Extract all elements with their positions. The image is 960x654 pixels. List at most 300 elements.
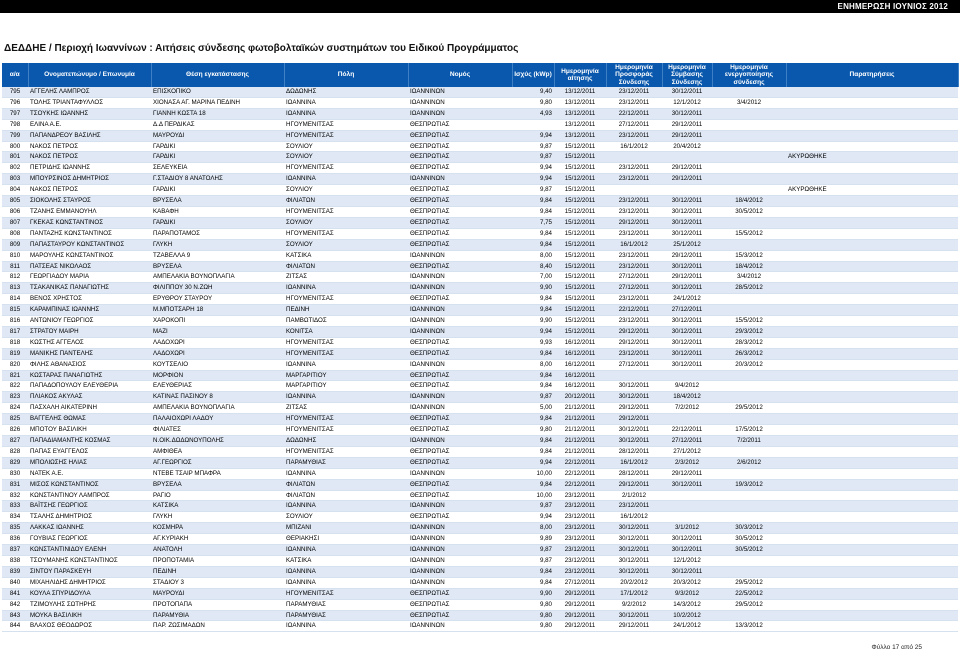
table-cell: 25/1/2012: [662, 239, 712, 250]
table-cell: 9,93: [512, 337, 554, 348]
table-cell: 7/2/2012: [662, 403, 712, 414]
table-cell: 9,94: [512, 457, 554, 468]
table-cell: ΕΛΕΥΘΕΡΙΑΣ: [151, 381, 284, 392]
table-cell: [712, 141, 786, 152]
table-cell: 824: [2, 403, 28, 414]
table-cell: Δ.Δ ΠΕΡΔΙΚΑΣ: [151, 119, 284, 130]
table-cell: ΘΕΣΠΡΩΤΙΑΣ: [408, 348, 512, 359]
table-cell: 805: [2, 196, 28, 207]
table-cell: 9,84: [512, 294, 554, 305]
table-cell: ΙΩΑΝΝΙΝΩΝ: [408, 545, 512, 556]
table-row: [2, 305, 958, 316]
table-cell: ΔΩΔΩΝΗΣ: [284, 87, 408, 97]
table-cell: 23/12/2011: [606, 206, 662, 217]
table-cell: 9,84: [512, 206, 554, 217]
table-cell: [786, 446, 958, 457]
table-cell: [712, 174, 786, 185]
table-cell: 13/12/2011: [554, 130, 606, 141]
table-row: [2, 261, 958, 272]
table-cell: ΘΕΣΠΡΩΤΙΑΣ: [408, 512, 512, 523]
table-cell: 30/12/2011: [662, 348, 712, 359]
table-cell: 23/12/2011: [606, 87, 662, 97]
table-cell: ΙΩΑΝΝΙΝΑ: [284, 359, 408, 370]
table-cell: 23/12/2011: [606, 348, 662, 359]
table-cell: 9,90: [512, 316, 554, 327]
table-cell: 16/12/2011: [554, 370, 606, 381]
table-cell: 9,94: [512, 174, 554, 185]
table-cell: 18/4/2012: [662, 392, 712, 403]
table-cell: ΠΛΙΑΚΟΣ ΑΚΥΛΑΣ: [28, 392, 151, 403]
table-cell: 22/12/2011: [606, 108, 662, 119]
table-cell: 30/12/2011: [662, 228, 712, 239]
table-cell: ΘΕΣΠΡΩΤΙΑΣ: [408, 206, 512, 217]
table-cell: ΜΙΣΟΣ ΚΩΝΣΤΑΝΤΙΝΟΣ: [28, 479, 151, 490]
table-cell: ΙΩΑΝΝΙΝΑ: [284, 566, 408, 577]
table-cell: Ν.ΟΙΚ.ΔΩΔΩΝΟΥΠΟΛΗΣ: [151, 436, 284, 447]
table-cell: [712, 294, 786, 305]
table-cell: 16/1/2012: [606, 141, 662, 152]
table-cell: ΝΑΤΕΚ Α.Ε.: [28, 468, 151, 479]
table-cell: 27/1/2012: [662, 446, 712, 457]
table-cell: ΖΙΤΣΑΣ: [284, 403, 408, 414]
table-cell: ΘΕΣΠΡΩΤΙΑΣ: [408, 141, 512, 152]
table-cell: 9/4/2012: [662, 381, 712, 392]
table-cell: 797: [2, 108, 28, 119]
table-cell: 842: [2, 599, 28, 610]
table-cell: ΘΕΣΠΡΩΤΙΑΣ: [408, 457, 512, 468]
table-cell: 23/12/2011: [606, 261, 662, 272]
table-cell: 29/12/2011: [554, 621, 606, 632]
column-header: Ονοματεπώνυμο / Επωνυμία: [28, 63, 151, 87]
table-cell: 21/12/2011: [554, 403, 606, 414]
table-row: [2, 414, 958, 425]
table-cell: ΗΓΟΥΜΕΝΙΤΣΑΣ: [284, 348, 408, 359]
table-cell: 15/12/2011: [554, 326, 606, 337]
table-row: [2, 119, 958, 130]
table-cell: 811: [2, 261, 28, 272]
table-cell: 30/12/2011: [662, 108, 712, 119]
table-cell: 15/12/2011: [554, 283, 606, 294]
table-cell: 27/12/2011: [606, 283, 662, 294]
table-row: [2, 337, 958, 348]
table-cell: [786, 206, 958, 217]
table-cell: ΜΑΥΡΟΥΔΙ: [151, 588, 284, 599]
column-header: Ημερομηνία αίτησης: [554, 63, 606, 87]
table-cell: [662, 185, 712, 196]
table-cell: ΙΩΑΝΝΙΝΩΝ: [408, 577, 512, 588]
table-cell: ΜΑΡΓΑΡΙΤΙΟΥ: [284, 381, 408, 392]
table-cell: 29/12/2011: [662, 174, 712, 185]
table-cell: ΑΝΤΩΝΙΟΥ ΓΕΩΡΓΙΟΣ: [28, 316, 151, 327]
table-cell: ΕΛΙΝΑ Α.Ε.: [28, 119, 151, 130]
table-cell: 5,00: [512, 403, 554, 414]
table-row: [2, 141, 958, 152]
table-cell: 30/12/2011: [662, 196, 712, 207]
table-cell: ΤΣΑΛΗΣ ΔΗΜΗΤΡΙΟΣ: [28, 512, 151, 523]
table-cell: ΙΩΑΝΝΙΝΑ: [284, 283, 408, 294]
table-cell: ΓΛΥΚΗ: [151, 239, 284, 250]
table-cell: 29/12/2011: [606, 479, 662, 490]
table-cell: ΠΑΣΧΑΛΗ ΑΙΚΑΤΕΡΙΝΗ: [28, 403, 151, 414]
table-cell: ΚΩΝΣΤΑΝΤΙΝΙΔΟΥ ΕΛΕΝΗ: [28, 545, 151, 556]
table-cell: 2/1/2012: [606, 490, 662, 501]
table-cell: ΗΓΟΥΜΕΝΙΤΣΑΣ: [284, 130, 408, 141]
table-cell: 825: [2, 414, 28, 425]
table-cell: 22/12/2011: [554, 457, 606, 468]
table-cell: [712, 130, 786, 141]
table-cell: 30/12/2011: [662, 534, 712, 545]
table-cell: [712, 490, 786, 501]
table-cell: 23/12/2011: [554, 545, 606, 556]
table-cell: 22/12/2011: [662, 425, 712, 436]
table-cell: ΙΩΑΝΝΙΝΩΝ: [408, 174, 512, 185]
table-cell: ΚΑΤΣΙΚΑ: [284, 555, 408, 566]
column-header: α/α: [2, 63, 28, 87]
table-cell: 2/3/2012: [662, 457, 712, 468]
table-cell: ΜΙΧΑΗΛΙΔΗΣ ΔΗΜΗΤΡΙΟΣ: [28, 577, 151, 588]
table-cell: 7/2/2011: [712, 436, 786, 447]
table-cell: 27/12/2011: [662, 436, 712, 447]
table-cell: 30/12/2011: [662, 479, 712, 490]
table-cell: ΙΩΑΝΝΙΝΑ: [284, 97, 408, 108]
table-cell: 837: [2, 545, 28, 556]
table-cell: 843: [2, 610, 28, 621]
table-cell: 30/12/2011: [662, 261, 712, 272]
table-cell: 839: [2, 566, 28, 577]
table-cell: [786, 534, 958, 545]
table-cell: 30/5/2012: [712, 534, 786, 545]
table-cell: 829: [2, 457, 28, 468]
top-bar: [0, 0, 960, 13]
table-cell: 30/12/2011: [662, 283, 712, 294]
table-cell: 30/5/2012: [712, 545, 786, 556]
table-cell: 15/12/2011: [554, 163, 606, 174]
table-cell: 24/1/2012: [662, 294, 712, 305]
table-cell: [786, 359, 958, 370]
table-cell: 15/12/2011: [554, 141, 606, 152]
table-cell: 9,84: [512, 196, 554, 207]
table-cell: 795: [2, 87, 28, 97]
table-cell: 9,80: [512, 425, 554, 436]
table-cell: ΝΤΕΒΕ ΤΣΑΙΡ ΜΠΑΦΡΑ: [151, 468, 284, 479]
table-row: [2, 283, 958, 294]
table-cell: ΧΙΟΝΑΣΑ ΑΓ. ΜΑΡΙΝΑ ΠΕΔΙΝΗ: [151, 97, 284, 108]
table-cell: ΠΑΡ. ΖΩΣΙΜΑΔΩΝ: [151, 621, 284, 632]
table-cell: ΠΑΜΒΩΤΙΔΟΣ: [284, 316, 408, 327]
table-cell: 16/1/2012: [606, 512, 662, 523]
table-cell: 10,00: [512, 490, 554, 501]
table-cell: ΚΟΥΤΣΕΛΙΟ: [151, 359, 284, 370]
table-cell: ΚΑΡΑΜΠΙΝΑΣ ΙΩΑΝΝΗΣ: [28, 305, 151, 316]
table-cell: ΘΕΣΠΡΩΤΙΑΣ: [408, 381, 512, 392]
table-cell: 9,84: [512, 370, 554, 381]
table-cell: [662, 370, 712, 381]
table-cell: ΝΑΚΟΣ ΠΕΤΡΟΣ: [28, 141, 151, 152]
table-cell: 12/1/2012: [662, 97, 712, 108]
table-cell: 23/12/2011: [606, 97, 662, 108]
table-cell: [786, 119, 958, 130]
table-cell: 12/1/2012: [662, 555, 712, 566]
table-row: [2, 250, 958, 261]
table-cell: [786, 239, 958, 250]
table-cell: 15/12/2011: [554, 261, 606, 272]
table-cell: 29/12/2011: [606, 326, 662, 337]
table-cell: 16/1/2012: [606, 239, 662, 250]
table-cell: 808: [2, 228, 28, 239]
table-cell: 13/12/2011: [554, 108, 606, 119]
table-cell: ΦΙΛΙΑΤΩΝ: [284, 261, 408, 272]
column-header: Ισχύς (kWp): [512, 63, 554, 87]
table-cell: 841: [2, 588, 28, 599]
table-row: [2, 370, 958, 381]
table-cell: ΚΩΣΤΑΡΑΣ ΠΑΝΑΓΙΩΤΗΣ: [28, 370, 151, 381]
table-cell: ΙΩΑΝΝΙΝΩΝ: [408, 392, 512, 403]
table-row: [2, 174, 958, 185]
table-cell: [712, 555, 786, 566]
table-cell: [786, 283, 958, 294]
table-cell: ΚΩΝΣΤΑΝΤΙΝΟΥ ΛΑΜΠΡΟΣ: [28, 490, 151, 501]
table-cell: 30/12/2011: [606, 392, 662, 403]
table-cell: 809: [2, 239, 28, 250]
table-cell: ΗΓΟΥΜΕΝΙΤΣΑΣ: [284, 206, 408, 217]
table-cell: ΣΟΥΛΙΟΥ: [284, 141, 408, 152]
table-cell: 19/3/2012: [712, 479, 786, 490]
column-header: Πόλη: [284, 63, 408, 87]
table-cell: ΠΕΔΙΝΗ: [151, 566, 284, 577]
table-cell: ΗΓΟΥΜΕΝΙΤΣΑΣ: [284, 337, 408, 348]
table-cell: Γ.ΣΤΑΔΙΟΥ 8 ΑΝΑΤΟΛΗΣ: [151, 174, 284, 185]
table-cell: [786, 316, 958, 327]
table-cell: 30/12/2011: [606, 610, 662, 621]
table-cell: ΚΩΣΤΗΣ ΑΓΓΕΛΟΣ: [28, 337, 151, 348]
table-cell: 30/12/2011: [606, 555, 662, 566]
table-cell: ΤΖΑΝΗΣ ΕΜΜΑΝΟΥΗΛ: [28, 206, 151, 217]
table-cell: ΜΑΡΟΥΛΗΣ ΚΩΝΣΤΑΝΤΙΝΟΣ: [28, 250, 151, 261]
table-cell: ΜΑΖΙ: [151, 326, 284, 337]
table-cell: ΙΩΑΝΝΙΝΑ: [284, 108, 408, 119]
table-cell: ΗΓΟΥΜΕΝΙΤΣΑΣ: [284, 294, 408, 305]
column-header: Παρατηρήσεις: [786, 63, 958, 87]
table-cell: 27/12/2011: [662, 305, 712, 316]
column-header: Νομός: [408, 63, 512, 87]
table-cell: 29/5/2012: [712, 577, 786, 588]
table-row: [2, 577, 958, 588]
table-row: [2, 228, 958, 239]
table-cell: 9,84: [512, 305, 554, 316]
table-cell: 27/12/2011: [606, 272, 662, 283]
table-cell: 9,80: [512, 610, 554, 621]
table-cell: ΗΓΟΥΜΕΝΙΤΣΑΣ: [284, 163, 408, 174]
table-cell: 8,40: [512, 261, 554, 272]
column-header: Ημερομηνία Σύμβασης Σύνδεσης: [662, 63, 712, 87]
table-cell: 29/12/2011: [554, 599, 606, 610]
table-cell: 4,93: [512, 108, 554, 119]
table-cell: 831: [2, 479, 28, 490]
table-cell: ΠΑΠΑΝΔΡΕΟΥ ΒΑΣΙΛΗΣ: [28, 130, 151, 141]
table-cell: 9,87: [512, 555, 554, 566]
table-cell: 838: [2, 555, 28, 566]
table-cell: 20/2/2012: [606, 577, 662, 588]
table-cell: 812: [2, 272, 28, 283]
table-cell: 30/12/2011: [662, 359, 712, 370]
table-cell: ΚΟΥΛΑ ΣΠΥΡΙΔΟΥΛΑ: [28, 588, 151, 599]
table-cell: ΙΩΑΝΝΙΝΩΝ: [408, 283, 512, 294]
table-cell: ΘΕΣΠΡΩΤΙΑΣ: [408, 610, 512, 621]
table-cell: [786, 501, 958, 512]
table-cell: 13/12/2011: [554, 119, 606, 130]
table-row: [2, 534, 958, 545]
table-cell: 23/12/2011: [554, 566, 606, 577]
table-cell: 9,80: [512, 621, 554, 632]
table-cell: [712, 163, 786, 174]
table-cell: [786, 392, 958, 403]
table-cell: [712, 501, 786, 512]
table-cell: 23/12/2011: [606, 228, 662, 239]
table-cell: ΠΑΠΑΔΙΑΜΑΝΤΗΣ ΚΟΣΜΑΣ: [28, 436, 151, 447]
table-cell: 15/12/2011: [554, 316, 606, 327]
table-cell: 21/12/2011: [554, 414, 606, 425]
table-cell: ΜΟΡΦΙΟΝ: [151, 370, 284, 381]
table-cell: 9,94: [512, 326, 554, 337]
column-header: Ημερομηνία ενεργοποίησης σύνδεσης: [712, 63, 786, 87]
table-cell: 8,00: [512, 250, 554, 261]
table-cell: 819: [2, 348, 28, 359]
table-row: [2, 97, 958, 108]
table-cell: 30/12/2011: [606, 534, 662, 545]
table-cell: 826: [2, 425, 28, 436]
table-cell: ΠΑΡΑΠΟΤΑΜΟΣ: [151, 228, 284, 239]
table-cell: [786, 436, 958, 447]
table-cell: 15/12/2011: [554, 228, 606, 239]
table-cell: [786, 545, 958, 556]
table-cell: [712, 87, 786, 97]
table-cell: 23/12/2011: [554, 555, 606, 566]
table-cell: 27/12/2011: [554, 577, 606, 588]
table-cell: ΒΡΥΣΕΛΑ: [151, 261, 284, 272]
applications-table: [2, 63, 959, 632]
table-cell: ΙΩΑΝΝΙΝΑ: [284, 545, 408, 556]
table-cell: 15/12/2011: [554, 305, 606, 316]
table-cell: ΑΜΠΕΛΑΚΙΑ ΒΟΥΝΟΠΛΑΓΙΑ: [151, 272, 284, 283]
table-cell: ΑΓ.ΓΕΩΡΓΙΟΣ: [151, 457, 284, 468]
table-cell: ΒΡΥΣΕΛΑ: [151, 196, 284, 207]
table-row: [2, 468, 958, 479]
table-cell: 9,84: [512, 414, 554, 425]
table-cell: 20/3/2012: [662, 577, 712, 588]
table-row: [2, 163, 958, 174]
table-cell: 15/12/2011: [554, 217, 606, 228]
table-cell: Μ.ΜΠΟΤΣΑΡΗ 18: [151, 305, 284, 316]
table-cell: 10/2/2012: [662, 610, 712, 621]
table-cell: ΚΑΤΣΙΚΑ: [284, 250, 408, 261]
table-cell: ΘΕΣΠΡΩΤΙΑΣ: [408, 163, 512, 174]
update-label: ΕΝΗΜΕΡΩΣΗ ΙΟΥΝΙΟΣ 2012: [837, 2, 948, 11]
table-cell: 23/12/2011: [554, 512, 606, 523]
table-cell: 30/12/2011: [662, 217, 712, 228]
table-cell: 29/12/2011: [554, 588, 606, 599]
table-cell: ΠΑΡΑΜΥΘΙΑΣ: [284, 610, 408, 621]
table-cell: ΘΕΣΠΡΩΤΙΑΣ: [408, 414, 512, 425]
table-cell: ΠΡΟΤΟΠΑΠΑ: [151, 599, 284, 610]
table-cell: ΘΕΣΠΡΩΤΙΑΣ: [408, 588, 512, 599]
table-cell: 16/12/2011: [554, 337, 606, 348]
table-cell: 23/12/2011: [554, 490, 606, 501]
table-cell: 27/12/2011: [606, 119, 662, 130]
table-cell: 802: [2, 163, 28, 174]
table-cell: 827: [2, 436, 28, 447]
table-cell: ΘΕΣΠΡΩΤΙΑΣ: [408, 185, 512, 196]
table-cell: ΘΕΣΠΡΩΤΙΑΣ: [408, 261, 512, 272]
table-cell: 21/12/2011: [554, 446, 606, 457]
table-row: [2, 196, 958, 207]
table-cell: 9,89: [512, 534, 554, 545]
table-cell: [712, 305, 786, 316]
table-cell: ΑΓΓΕΛΗΣ ΛΑΜΠΡΟΣ: [28, 87, 151, 97]
table-row: [2, 621, 958, 632]
table-cell: [786, 326, 958, 337]
table-row: [2, 501, 958, 512]
table-cell: ΙΩΑΝΝΙΝΩΝ: [408, 534, 512, 545]
table-row: [2, 381, 958, 392]
table-cell: 13/12/2011: [554, 97, 606, 108]
table-cell: 23/12/2011: [606, 250, 662, 261]
table-cell: ΠΡΟΠΟΤΑΜΙΑ: [151, 555, 284, 566]
table-cell: 30/12/2011: [662, 316, 712, 327]
table-cell: 20/4/2012: [662, 141, 712, 152]
table-cell: ΘΕΣΠΡΩΤΙΑΣ: [408, 228, 512, 239]
table-cell: 813: [2, 283, 28, 294]
table-cell: ΣΟΥΛΙΟΥ: [284, 217, 408, 228]
table-cell: ΦΙΛΙΑΤΩΝ: [284, 196, 408, 207]
table-cell: 15/12/2011: [554, 196, 606, 207]
table-cell: [786, 425, 958, 436]
table-cell: 803: [2, 174, 28, 185]
table-cell: [786, 566, 958, 577]
table-cell: ΙΩΑΝΝΙΝΑ: [284, 621, 408, 632]
table-cell: ΓΑΡΔΙΚΙ: [151, 185, 284, 196]
table-cell: 14/3/2012: [662, 599, 712, 610]
table-body: [2, 87, 958, 632]
table-cell: [512, 119, 554, 130]
table-row: [2, 545, 958, 556]
table-cell: [712, 108, 786, 119]
table-cell: 20/3/2012: [712, 359, 786, 370]
table-cell: [712, 468, 786, 479]
table-cell: ΗΓΟΥΜΕΝΙΤΣΑΣ: [284, 119, 408, 130]
table-cell: [786, 163, 958, 174]
table-row: [2, 566, 958, 577]
table-cell: 9,94: [512, 512, 554, 523]
table-cell: 9,87: [512, 141, 554, 152]
table-cell: 7,75: [512, 217, 554, 228]
table-row: [2, 403, 958, 414]
table-cell: [606, 185, 662, 196]
table-cell: 9,94: [512, 130, 554, 141]
table-cell: ΓΙΑΝΝΗ ΚΩΣΤΑ 18: [151, 108, 284, 119]
table-cell: [662, 501, 712, 512]
table-cell: [786, 87, 958, 97]
table-cell: 22/5/2012: [712, 588, 786, 599]
table-cell: 828: [2, 446, 28, 457]
table-row: [2, 108, 958, 119]
table-cell: 832: [2, 490, 28, 501]
table-cell: ΣΟΥΛΙΟΥ: [284, 185, 408, 196]
table-cell: ΜΠΟΤΟΥ ΒΑΣΙΛΙΚΗ: [28, 425, 151, 436]
table-cell: [712, 370, 786, 381]
table-cell: 9,84: [512, 479, 554, 490]
table-cell: ΠΕΤΡΙΔΗΣ ΙΩΑΝΝΗΣ: [28, 163, 151, 174]
table-cell: 840: [2, 577, 28, 588]
